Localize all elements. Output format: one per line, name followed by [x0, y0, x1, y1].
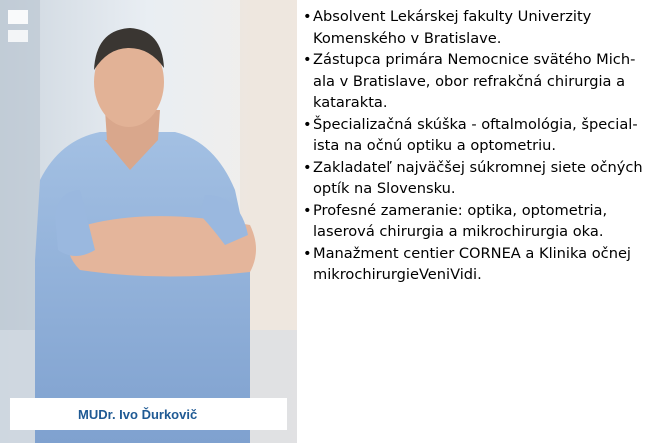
bullet-icon: •	[303, 201, 312, 219]
bio-line: katarakta.	[313, 94, 388, 111]
doctor-photo	[0, 0, 297, 443]
bio-line: Profesné zameranie: optika, optometria,	[313, 201, 608, 219]
bio-list	[303, 6, 643, 286]
bullet-icon: •	[303, 158, 312, 176]
bio-line: laserová chirurgia a mikrochirurgia oka.	[313, 223, 604, 240]
bio-line: optík na Slovensku.	[313, 180, 456, 197]
bio-item	[303, 6, 643, 49]
bio-line: Manažment centier CORNEA a Klinika očnej	[313, 244, 631, 262]
bio-line: mikrochirurgieVeniVidi.	[313, 266, 482, 283]
bio-item	[303, 200, 643, 243]
doctor-name: MUDr. Ivo Ďurkovič	[78, 406, 198, 422]
bio-line: Zakladateľ najväčšej súkromnej siete očných	[313, 158, 643, 176]
caption-bar	[10, 398, 287, 430]
bullet-icon: •	[303, 244, 312, 262]
bullet-icon: •	[303, 8, 312, 25]
bio-line: Zástupca primára Nemocnice svätého Mich-	[313, 51, 636, 68]
bio-line: ista na očnú optiku a optometriu.	[313, 137, 557, 154]
bio-item	[303, 243, 643, 286]
bullet-icon: •	[303, 115, 312, 133]
bio-item	[303, 114, 643, 157]
bio-item	[303, 157, 643, 200]
bio-line: Špecializačná skúška - oftalmológia, špecial-	[313, 115, 638, 133]
bio-item	[303, 49, 643, 114]
doctor-illustration	[0, 0, 297, 443]
bio-line: ala v Bratislave, obor refrakčná chirurgia a	[313, 72, 626, 90]
bio-line: Komenského v Bratislave.	[313, 29, 502, 47]
bullet-icon: •	[303, 51, 312, 68]
bio-line: Absolvent Lekárskej fakulty Univerzity	[313, 8, 592, 25]
